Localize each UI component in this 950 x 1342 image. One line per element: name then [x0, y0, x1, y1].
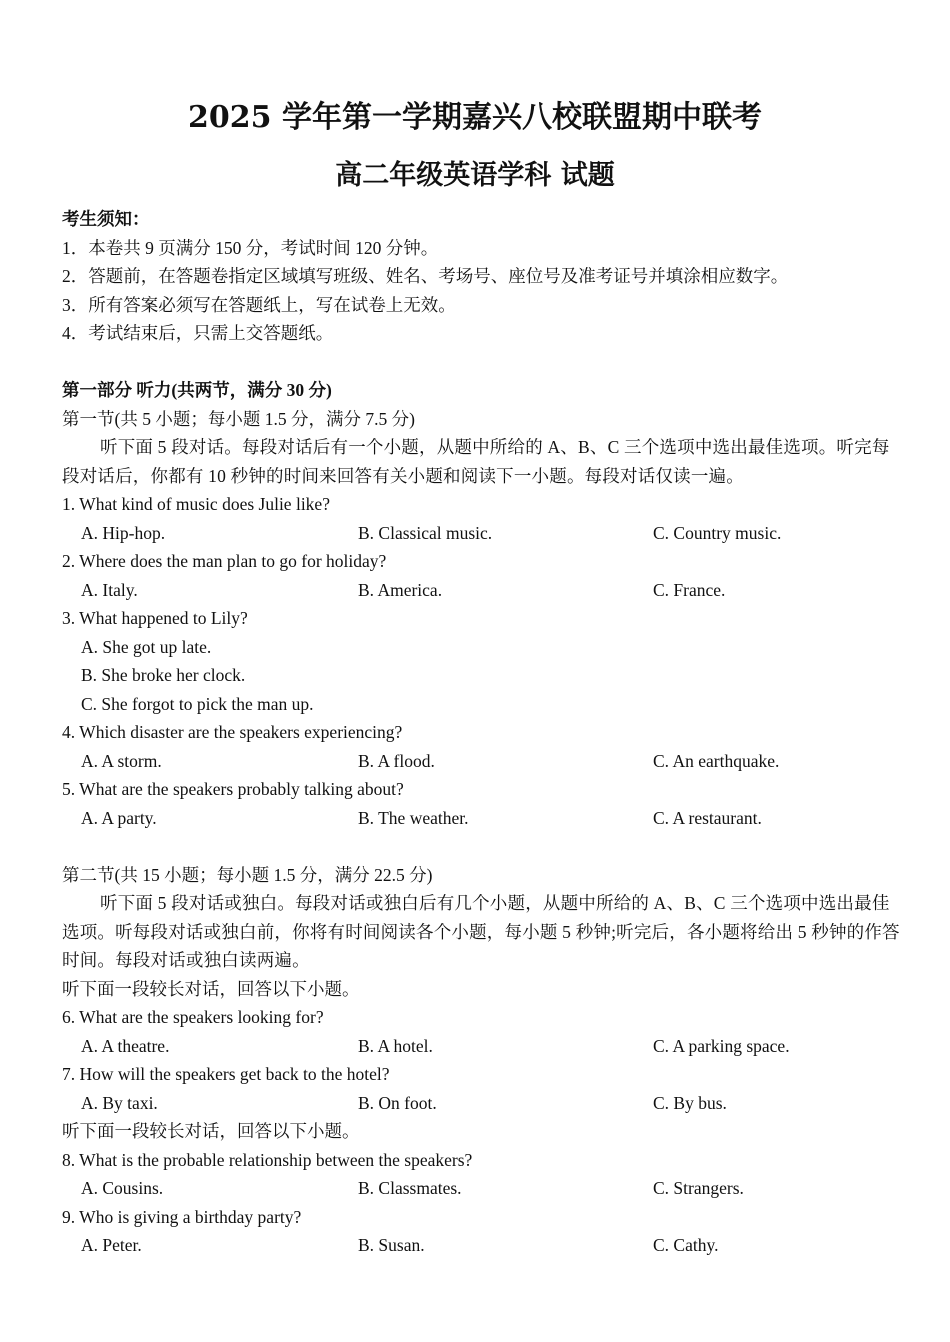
option-c: C. An earthquake.	[653, 750, 780, 771]
exam-subtitle: 高二年级英语学科 试题	[335, 160, 615, 191]
section2-instructions: 听下面 5 段对话或独白。每段对话或独白后有几个小题，从题中所给的 A、B、C 三个选项中选出最佳选项。听每段对话或独白前，你将有时间阅读各个小题，每小题 5 秒钟;听完后，各小题将给出 5 秒钟的作答时间。每段对话或独白读两遍。	[62, 893, 900, 970]
spacer	[62, 348, 907, 377]
spacer	[62, 832, 907, 861]
option-b: B. A hotel.	[358, 1035, 433, 1056]
option-c: C. Cathy.	[653, 1235, 719, 1255]
option-b: B. She broke her clock.	[81, 665, 246, 685]
option-b: B. On foot.	[358, 1092, 437, 1113]
question-6: 6. What are the speakers looking for?	[62, 1007, 324, 1027]
notice-item: 1．本卷共 9 页满分 150 分，考试时间 120 分钟。	[62, 237, 439, 258]
option-c: C. By bus.	[653, 1092, 727, 1113]
option-c: C. A restaurant.	[653, 807, 762, 828]
option-a: A. Italy.	[81, 579, 138, 600]
question-5: 5. What are the speakers probably talking about?	[62, 779, 404, 799]
listening-prompt: 听下面一段较长对话，回答以下小题。	[62, 978, 360, 999]
question-9: 9. Who is giving a birthday party?	[62, 1206, 302, 1227]
option-a: A. A party.	[81, 807, 157, 828]
option-c: C. Country music.	[653, 522, 782, 543]
question-5-options	[62, 804, 907, 833]
question-3: 3. What happened to Lily?	[62, 608, 248, 628]
question-4: 4. Which disaster are the speakers experiencing?	[62, 722, 403, 742]
option-a: A. Cousins.	[81, 1178, 164, 1198]
notice-item: 2．答题前，在答题卷指定区域填写班级、姓名、考场号、座位号及准考证号并填涂相应数字。	[62, 266, 789, 286]
question-2: 2. Where does the man plan to go for holiday?	[62, 551, 387, 571]
question-6-options	[62, 1032, 907, 1061]
exam-content	[62, 205, 907, 1260]
option-b: B. Classical music.	[358, 522, 493, 543]
question-8-options	[62, 1174, 907, 1203]
notice-item: 3．所有答案必须写在答题纸上，写在试卷上无效。	[62, 294, 456, 315]
exam-title: 2025 学年第一学期嘉兴八校联盟期中联考	[188, 100, 762, 135]
question-7-options	[62, 1089, 907, 1118]
option-a: A. Hip-hop.	[81, 522, 166, 543]
option-b: B. America.	[358, 579, 443, 600]
option-a: A. A storm.	[81, 750, 162, 771]
option-b: B. A flood.	[358, 750, 435, 771]
option-c: C. A parking space.	[653, 1035, 790, 1056]
option-b: B. Susan.	[358, 1235, 425, 1255]
question-1: 1. What kind of music does Julie like?	[62, 494, 330, 514]
question-1-options	[62, 519, 907, 548]
option-c: C. She forgot to pick the man up.	[81, 693, 314, 714]
section1-instructions: 听下面 5 段对话。每段对话后有一个小题，从题中所给的 A、B、C 三个选项中选出最佳选项。听完每段对话后，你都有 10 秒钟的时间来回答有关小题和阅读下一小题。每段对话仅读一遍。	[62, 437, 890, 486]
option-a: A. She got up late.	[81, 636, 212, 657]
question-8: 8. What is the probable relationship between the speakers?	[62, 1149, 473, 1170]
option-b: B. Classmates.	[358, 1178, 462, 1198]
option-c: C. France.	[653, 579, 726, 600]
section1-heading: 第一节(共 5 小题；每小题 1.5 分，满分 7.5 分)	[62, 408, 415, 429]
listening-prompt: 听下面一段较长对话，回答以下小题。	[62, 1121, 360, 1141]
option-a: A. A theatre.	[81, 1035, 170, 1056]
option-b: B. The weather.	[358, 807, 469, 828]
notice-item: 4．考试结束后，只需上交答题纸。	[62, 323, 334, 343]
part1-heading: 第一部分 听力(共两节，满分 30 分)	[62, 380, 332, 400]
option-a: A. By taxi.	[81, 1092, 158, 1113]
option-c: C. Strangers.	[653, 1178, 744, 1198]
question-4-options	[62, 747, 907, 776]
notice-heading: 考生须知：	[62, 209, 150, 229]
option-a: A. Peter.	[81, 1235, 142, 1255]
question-7: 7. How will the speakers get back to the hotel?	[62, 1064, 390, 1084]
section2-heading: 第二节(共 15 小题；每小题 1.5 分，满分 22.5 分)	[62, 864, 433, 885]
question-2-options	[62, 576, 907, 605]
question-9-options	[62, 1231, 907, 1260]
